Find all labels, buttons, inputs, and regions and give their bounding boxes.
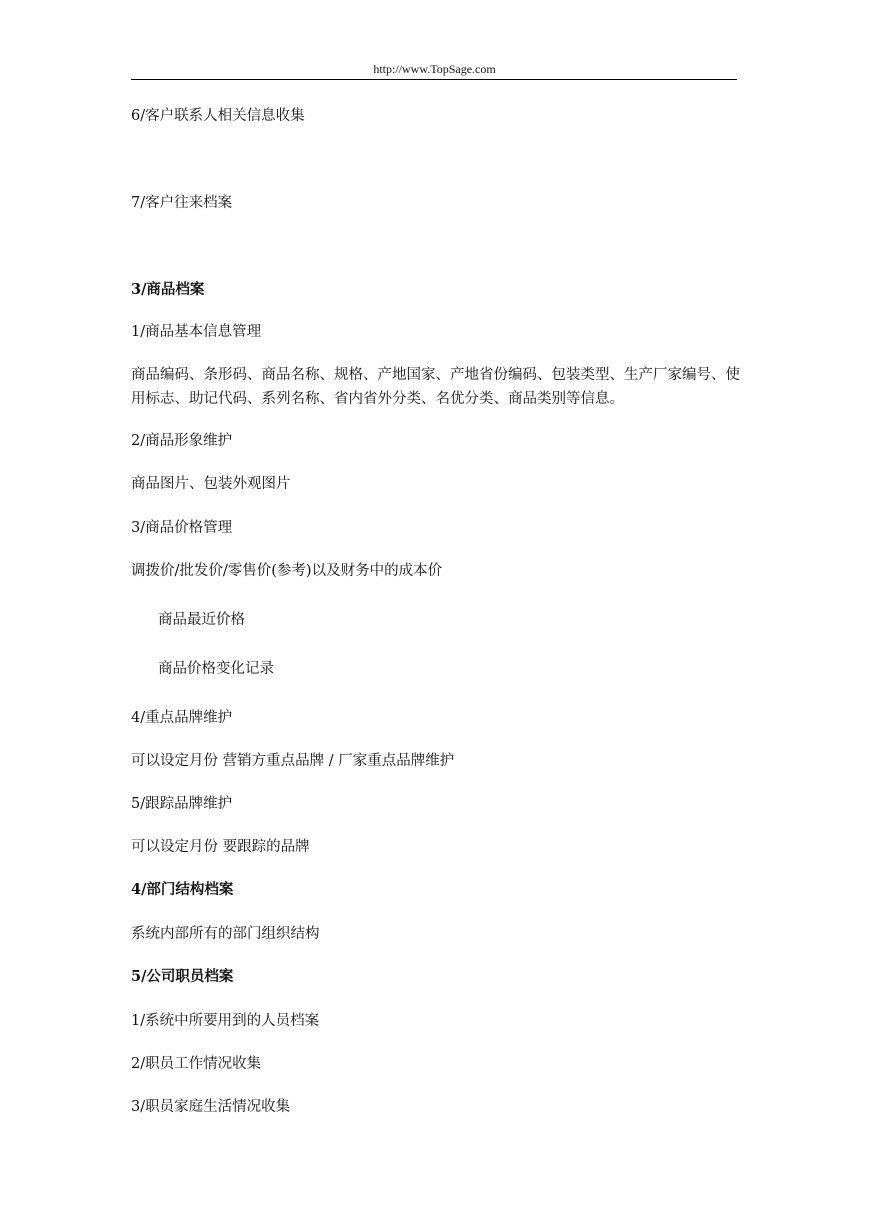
list-item: 3/商品价格管理 bbox=[131, 520, 233, 536]
list-item: 4/重点品牌维护 bbox=[131, 710, 233, 726]
list-item: 6/客户联系人相关信息收集 bbox=[131, 108, 305, 124]
paragraph: 可以设定月份 营销方重点品牌 / 厂家重点品牌维护 bbox=[131, 753, 455, 769]
paragraph: 商品编码、条形码、商品名称、规格、产地国家、产地省份编码、包装类型、生产厂家编号、使用标志、助记代码、系列名称、省内省外分类、名优分类、商品类别等信息。 bbox=[131, 367, 740, 407]
list-item: 商品最近价格 bbox=[158, 612, 245, 628]
section-heading: 5/公司职员档案 bbox=[131, 968, 234, 985]
section-heading: 4/部门结构档案 bbox=[131, 881, 234, 898]
list-item: 2/商品形象维护 bbox=[131, 433, 233, 449]
list-item: 商品价格变化记录 bbox=[158, 661, 274, 677]
paragraph: 调拨价/批发价/零售价(参考)以及财务中的成本价 bbox=[131, 563, 443, 579]
list-item: 2/职员工作情况收集 bbox=[131, 1056, 262, 1072]
list-item: 3/职员家庭生活情况收集 bbox=[131, 1099, 291, 1115]
list-item: 7/客户往来档案 bbox=[131, 195, 233, 211]
paragraph: 商品图片、包装外观图片 bbox=[131, 476, 291, 492]
paragraph: 系统内部所有的部门组织结构 bbox=[131, 926, 320, 942]
header-divider bbox=[131, 79, 737, 80]
paragraph: 可以设定月份 要跟踪的品牌 bbox=[131, 839, 310, 855]
list-item: 1/商品基本信息管理 bbox=[131, 324, 262, 340]
section-heading: 3/商品档案 bbox=[131, 281, 205, 298]
list-item: 5/跟踪品牌维护 bbox=[131, 796, 233, 812]
list-item: 1/系统中所要用到的人员档案 bbox=[131, 1013, 320, 1029]
page-header-url: http://www.TopSage.com bbox=[373, 62, 496, 76]
